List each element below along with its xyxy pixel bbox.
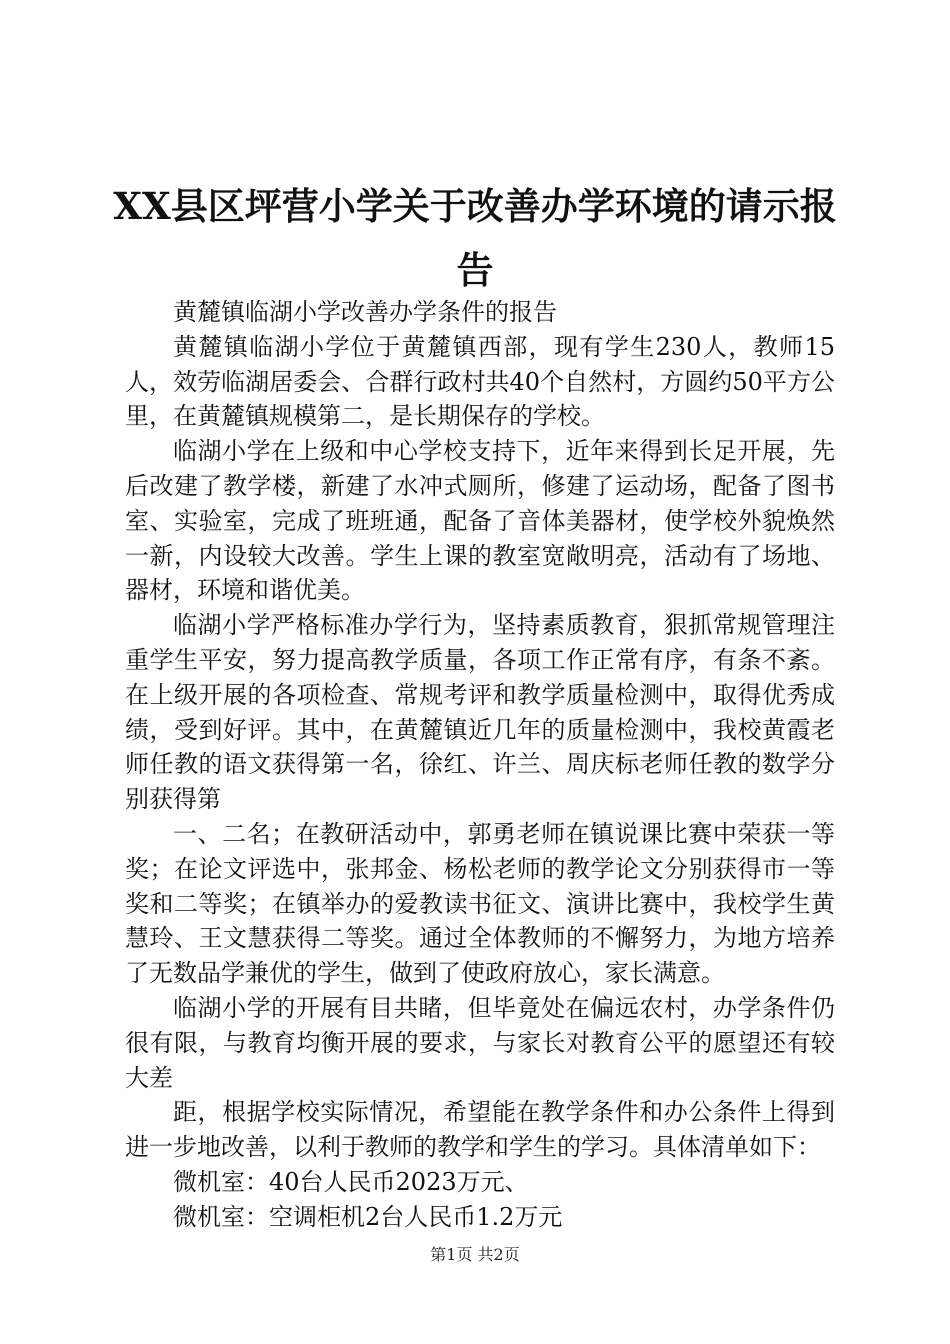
list-item-air-conditioners: 微机室：空调柜机2台人民币1.2万元: [173, 1202, 563, 1231]
paragraph-awards: 一、二名；在教研活动中，郭勇老师在镇说课比赛中荣获一等奖；在论文评选中，张邦金、杨松老师的教学论文分别获得市一等奖和二等奖；在镇举办的爱教读书征文、演讲比赛中，我校学生黄慧玲、王文慧获得二等奖。通过全体教师的不懈努力，为地方培养了无数品学兼优的学生，做到了使政府放心，家长满意。: [125, 819, 835, 988]
paragraph-development: 临湖小学在上级和中心学校支持下，近年来得到长足开展，先后改建了教学楼，新建了水冲式厕所，修建了运动场，配备了图书室、实验室，完成了班班通，配备了音体美器材，使学校外貌焕然一新，内设较大改善。学生上课的教室宽敞明亮，活动有了场地、器材，环境和谐优美。: [125, 437, 835, 605]
page-number: 第1页 共2页: [430, 1245, 520, 1264]
paragraph-school-overview: 黄麓镇临湖小学位于黄麓镇西部，现有学生230人，教师15人，效劳临湖居委会、合群行政村共40个自然村，方圆约50平方公里，在黄麓镇规模第二，是长期保存的学校。: [125, 332, 835, 431]
document-title: XX县区坪营小学关于改善办学环境的请示报告: [113, 184, 837, 292]
document-body: [125, 295, 835, 1235]
list-item-computers: 微机室：40台人民币2023万元、: [173, 1167, 529, 1196]
paragraph-report-heading: 黄麓镇临湖小学改善办学条件的报告: [173, 298, 557, 326]
paragraph-request: 距，根据学校实际情况，希望能在教学条件和办公条件上得到进一步地改善，以利于教师的教学和学生的学习。具体清单如下：: [125, 1098, 835, 1162]
paragraph-limitations: 临湖小学的开展有目共睹，但毕竟处在偏远农村，办学条件仍很有限，与教育均衡开展的要求，与家长对教育公平的愿望还有较大差: [125, 993, 835, 1092]
paragraph-management: 临湖小学严格标准办学行为，坚持素质教育，狠抓常规管理注重学生平安，努力提高教学质量，各项工作正常有序，有条不紊。在上级开展的各项检查、常规考评和教学质量检测中，取得优秀成绩，受到好评。其中，在黄麓镇近几年的质量检测中，我校黄霞老师任教的语文获得第一名，徐红、许兰、周庆标老师任教的数学分别获得第: [125, 611, 835, 814]
